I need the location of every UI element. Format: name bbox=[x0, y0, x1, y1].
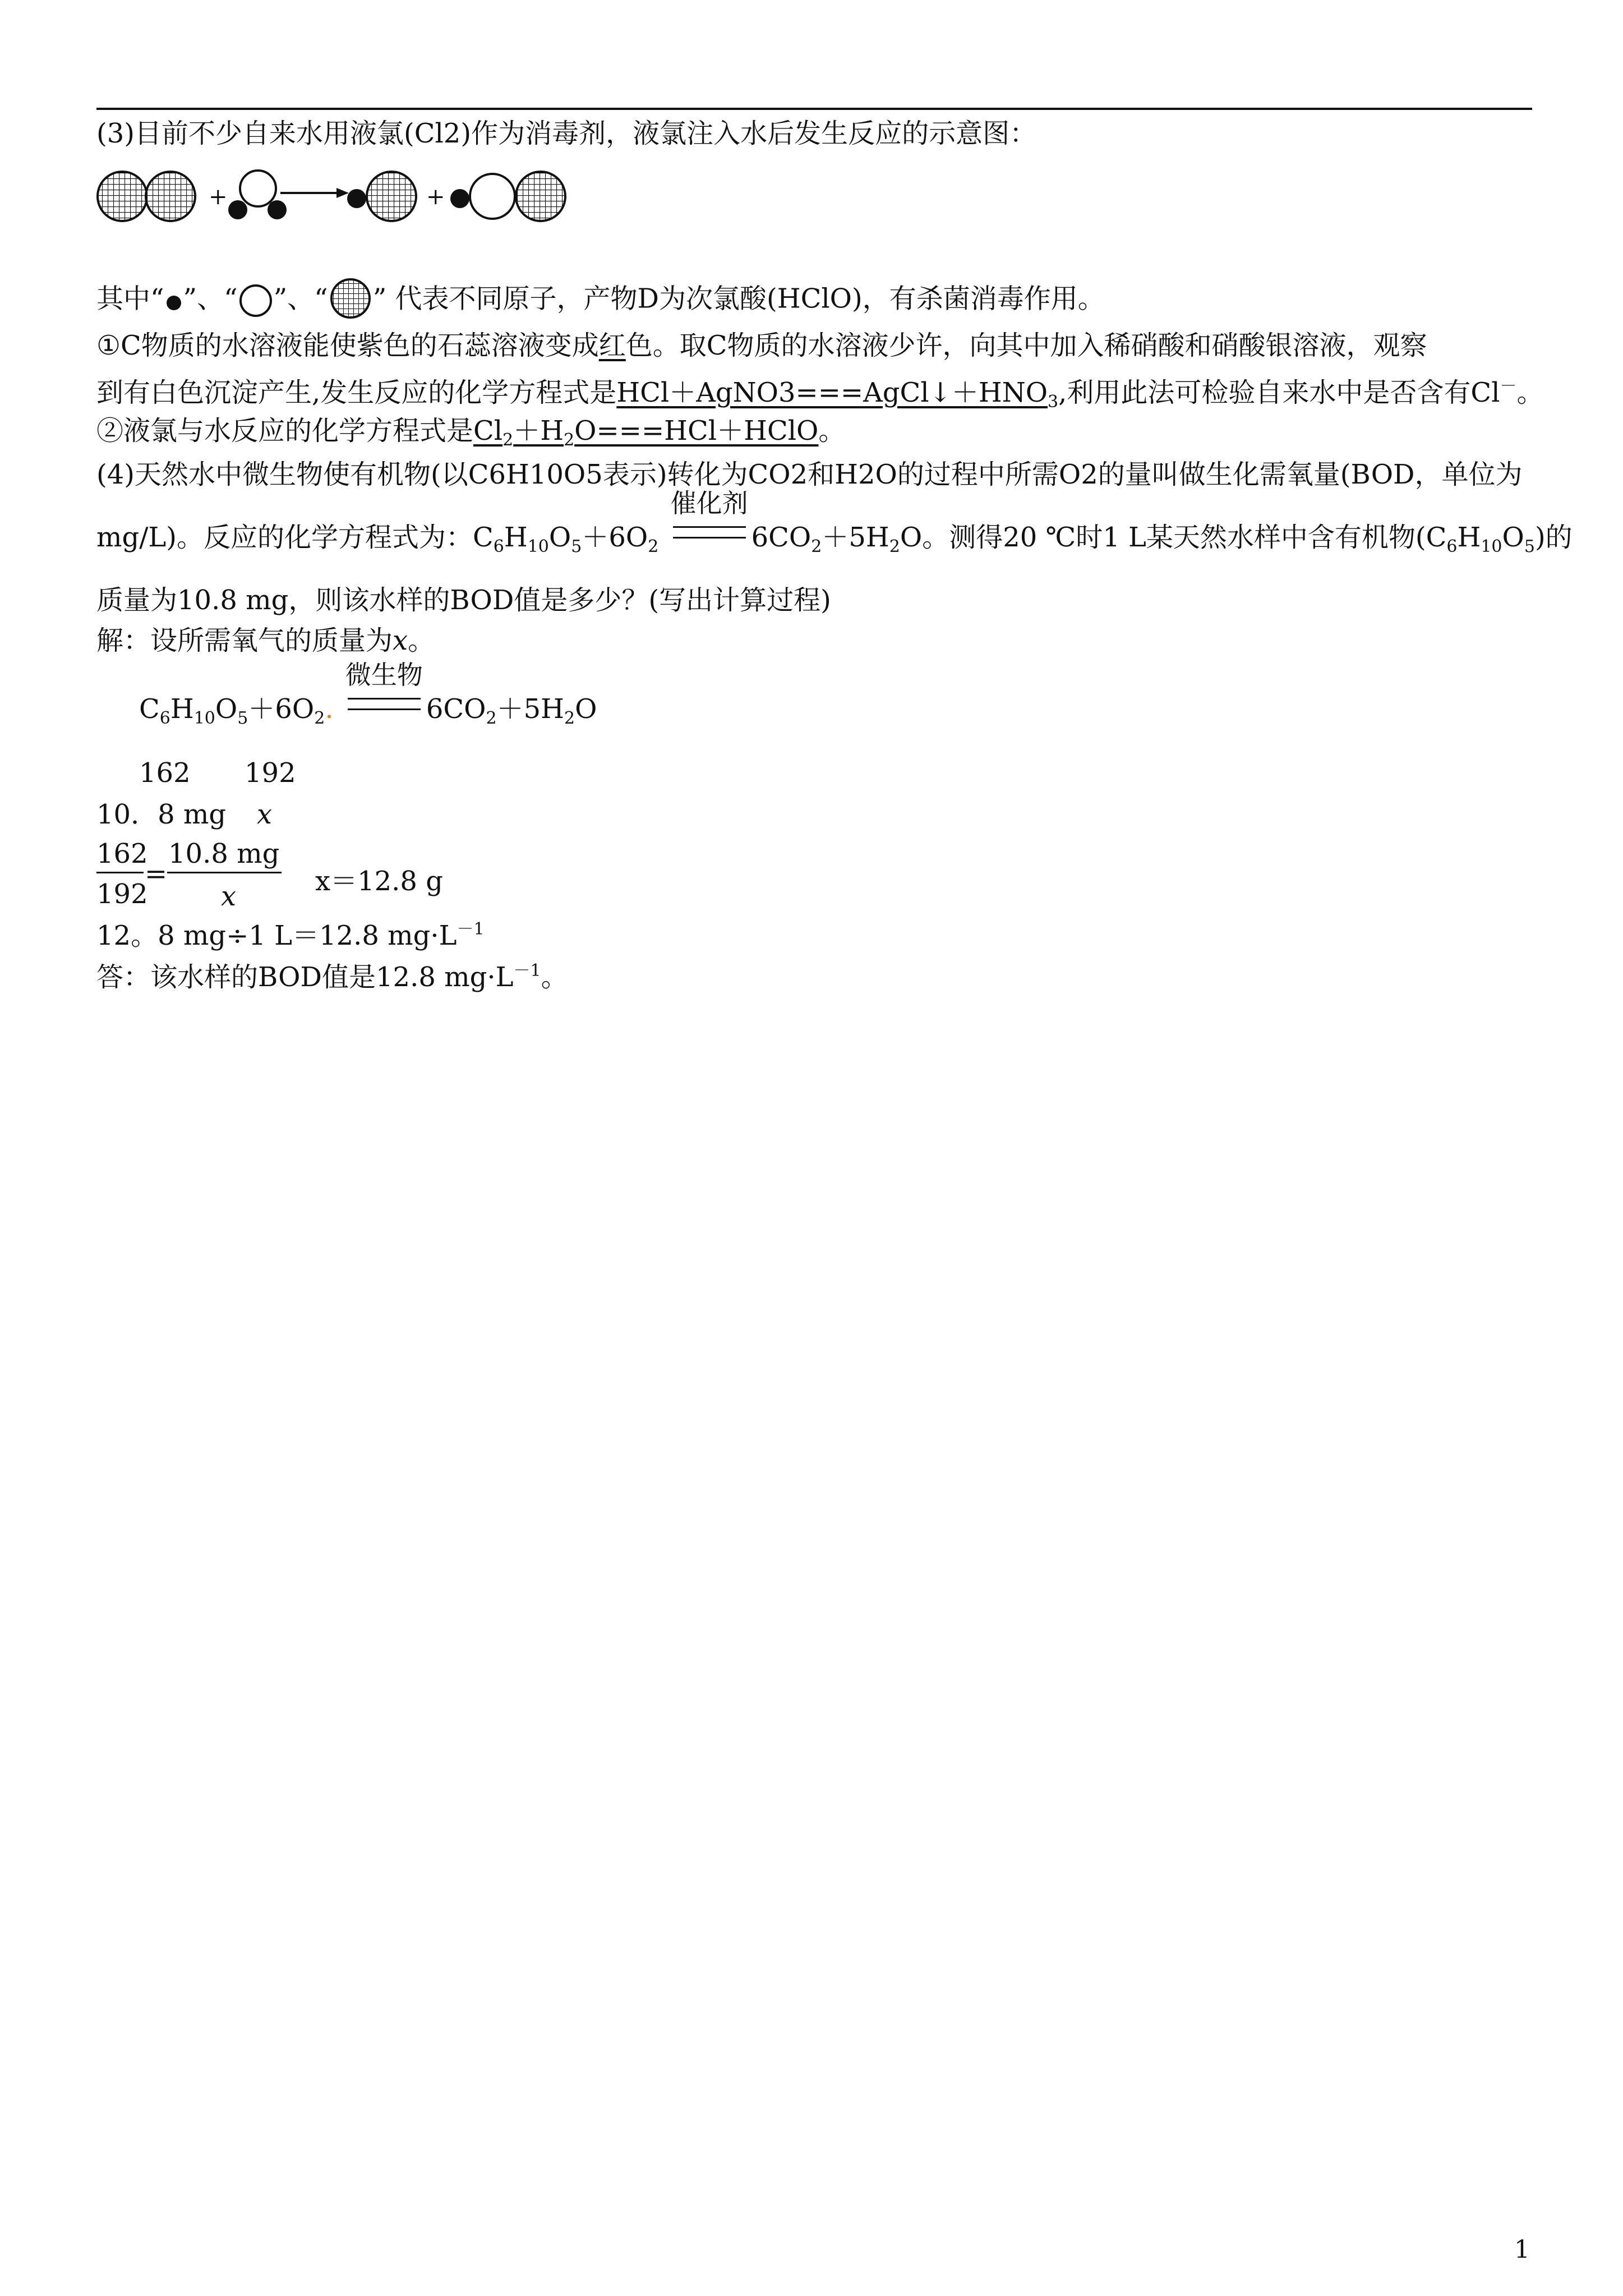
q3-intro-text: (3)目前不少自来水用液氯(Cl2)作为消毒剂，液氯注入水后发生反应的示意图： bbox=[96, 118, 1037, 149]
fraction-2-numerator: 10.8 mg bbox=[168, 838, 280, 869]
solution-let-text: 解：设所需氧气的质量为 bbox=[96, 625, 393, 656]
item1-equation-text: HCl＋AgNO3===AgCl↓＋HNO bbox=[616, 377, 1048, 408]
solution-result: x＝12.8 g bbox=[315, 866, 443, 897]
given-unknown: x bbox=[257, 799, 273, 830]
molar-mass-2: 192 bbox=[245, 757, 296, 789]
solution-let bbox=[96, 627, 435, 654]
plus-sign-2: + bbox=[426, 184, 445, 210]
item2-eq-b: ＋H bbox=[513, 415, 564, 447]
item2-text-a: ②液氯与水反应的化学方程式是 bbox=[96, 415, 474, 447]
item1-text-d: ,利用此法可检验自来水中是否含有Cl bbox=[1058, 377, 1500, 408]
item1-equation-sub: 3 bbox=[1048, 392, 1059, 412]
item1-text-b: 色。取C物质的水溶液少许，向其中加入稀硝酸和硝酸银溶液，观察 bbox=[625, 330, 1427, 361]
item2-text-b: 。 bbox=[818, 415, 846, 447]
fraction-1-denominator: 192 bbox=[96, 878, 148, 910]
fraction-1-numerator: 162 bbox=[96, 838, 148, 869]
item2-eq-a: Cl bbox=[473, 415, 503, 447]
fraction-2-denominator: x bbox=[221, 881, 237, 912]
q4-text-line-2d: )的 bbox=[1534, 522, 1573, 553]
solution-given-2 bbox=[257, 801, 272, 828]
bod-calc-text: 12。8 mg÷1 L＝12.8 mg·L bbox=[96, 920, 457, 951]
header-rule bbox=[96, 108, 1532, 110]
legend-suffix: ” 代表不同原子，产物D为次氯酸(HClO)，有杀菌消毒作用。 bbox=[372, 283, 1105, 315]
reactant-b-molecule bbox=[228, 171, 287, 219]
item2-eq-sub1: 2 bbox=[502, 430, 514, 450]
legend-prefix: 其中“ bbox=[96, 283, 164, 315]
white-atom-icon bbox=[238, 283, 274, 319]
item-1-line-2 bbox=[96, 376, 1544, 412]
molar-mass-1: 162 bbox=[139, 757, 191, 789]
legend-sep-2: ”、“ bbox=[273, 283, 328, 315]
bod-calculation bbox=[96, 919, 485, 951]
catalyst-label: 催化剂 bbox=[670, 488, 748, 518]
page-number: 1 bbox=[1514, 2235, 1530, 2264]
microbe-label: 微生物 bbox=[345, 660, 423, 690]
catalyst-equals-sign bbox=[667, 488, 751, 551]
bod-calc-sup: －1 bbox=[457, 919, 485, 939]
fraction-2-bar bbox=[167, 872, 282, 873]
solution-equation: $C_6H_{10}O_5+6O_2$. 微生物 $6CO_2+5H_2O$ bbox=[139, 660, 597, 728]
q4-text-line-2c: 。测得20 ℃时1 L某天然水样中含有机物(C bbox=[922, 522, 1447, 553]
atom-legend bbox=[96, 278, 1105, 323]
black-atom-icon bbox=[164, 289, 183, 312]
grid-atom-icon bbox=[328, 278, 373, 323]
reactant-a-molecule bbox=[98, 172, 195, 221]
item1-answer-equation bbox=[616, 377, 1059, 412]
solution-given-1 bbox=[96, 801, 226, 828]
product-c-molecule bbox=[347, 172, 416, 221]
q4-text-line-2a: mg/L)。反应的化学方程式为：C bbox=[96, 522, 494, 553]
reaction-arrow bbox=[280, 188, 349, 198]
solution-variable: x bbox=[393, 625, 408, 656]
final-answer-sup: －1 bbox=[513, 961, 541, 981]
item-2-line bbox=[96, 415, 846, 450]
product-d-molecule bbox=[450, 172, 565, 221]
item-1-line-1 bbox=[96, 332, 1427, 359]
final-answer-text: 答：该水样的BOD值是12.8 mg·L bbox=[96, 961, 514, 993]
legend-sep-1: ”、“ bbox=[183, 283, 238, 315]
item2-answer-equation bbox=[473, 415, 819, 450]
fraction-1-bar bbox=[96, 872, 144, 873]
q4-text-line-1: (4)天然水中微生物使有机物(以C6H10O5表示)转化为CO2和H2O的过程中所需O2的量叫做生化需氧量(BOD，单位为 bbox=[96, 459, 1523, 490]
item1-answer-color: 红 bbox=[598, 330, 626, 361]
item1-text-e: 。 bbox=[1516, 377, 1544, 408]
item2-eq-sub2: 2 bbox=[564, 430, 575, 450]
proportion-equals: = bbox=[145, 858, 168, 890]
item1-text-a: ①C物质的水溶液能使紫色的石蕊溶液变成 bbox=[96, 330, 599, 361]
reaction-diagram bbox=[96, 167, 579, 229]
q4-text-line-2b: 6CO bbox=[751, 522, 811, 553]
solution-mass-2 bbox=[245, 757, 296, 789]
microbe-equals-sign bbox=[342, 660, 426, 723]
final-answer-end: 。 bbox=[541, 961, 568, 993]
item1-chloride-sup: － bbox=[1500, 376, 1517, 396]
question-4-line-1 bbox=[96, 461, 1523, 488]
item2-eq-c: O===HCl＋HClO bbox=[574, 415, 819, 447]
plus-sign-1: + bbox=[209, 184, 228, 210]
question-4-line-2: mg/L)。反应的化学方程式为：$C_6H_{10}O_5+6O_2$ 催化剂 $6CO_2+5H_2O$。测得20 ℃时1 L某天然水样中含有机物$(C_6H_{10}O_5)$的 bbox=[96, 488, 1573, 556]
question-4-line-3 bbox=[96, 587, 831, 614]
q4-text-line-3: 质量为10.8 mg，则该水样的BOD值是多少？(写出计算过程) bbox=[96, 585, 831, 616]
solution-let-end: 。 bbox=[408, 625, 435, 656]
given-mass: 10．8 mg bbox=[96, 799, 227, 830]
item1-text-c: 到有白色沉淀产生,发生反应的化学方程式是 bbox=[96, 377, 617, 408]
solution-mass-1 bbox=[139, 757, 191, 789]
question-3-intro bbox=[96, 120, 1036, 147]
final-answer bbox=[96, 961, 568, 993]
